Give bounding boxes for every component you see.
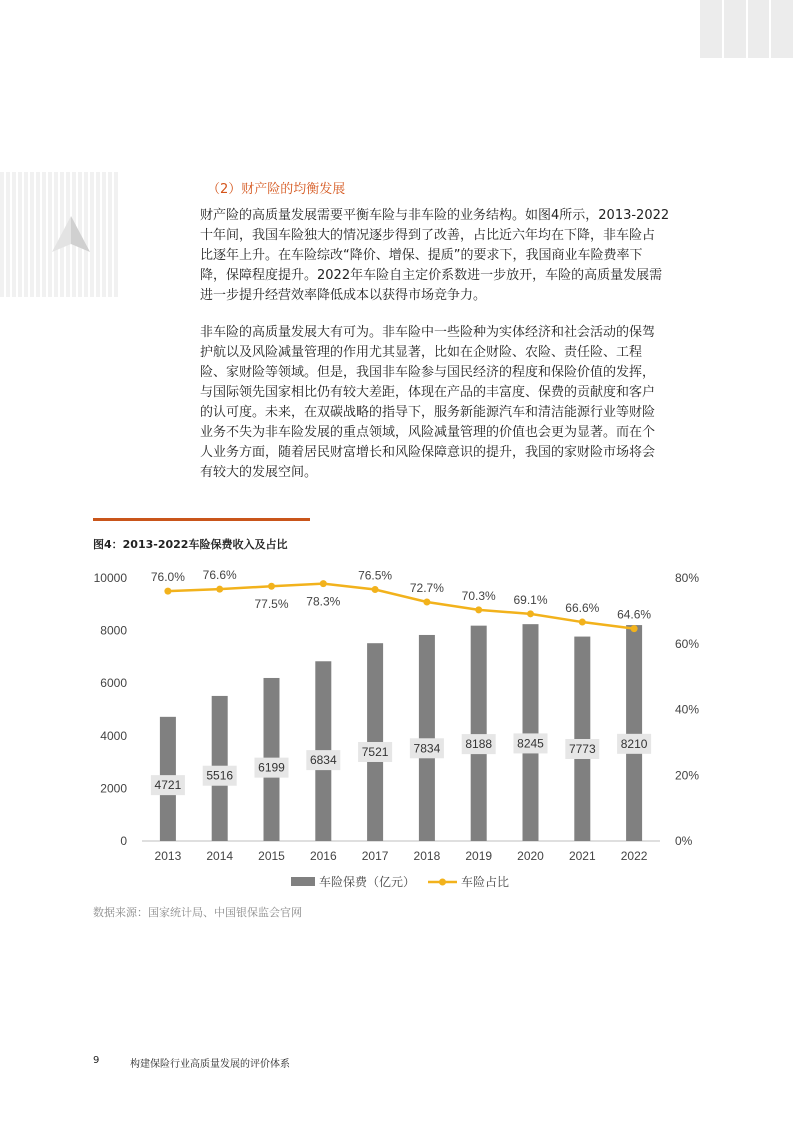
y-right-tick-label: 0% bbox=[675, 834, 693, 848]
text-line: 比逐年上升。在车险综改“降价、增保、提质”的要求下，我国商业车险费率下 bbox=[200, 248, 643, 263]
x-tick-label: 2013 bbox=[154, 849, 182, 863]
paragraph-non-auto-insurance bbox=[200, 323, 700, 483]
x-tick-label: 2020 bbox=[517, 849, 544, 863]
x-tick-label: 2017 bbox=[361, 849, 389, 863]
bar-value-label: 6199 bbox=[258, 760, 285, 775]
y-right-tick-label: 80% bbox=[675, 571, 700, 585]
text-line: 的认可度。未来，在双碳战略的指导下，服务新能源汽车和清洁能源行业等财险 bbox=[200, 405, 656, 420]
page-number: 9 bbox=[93, 1055, 100, 1066]
x-tick-label: 2014 bbox=[206, 849, 234, 863]
x-tick-label: 2016 bbox=[309, 849, 337, 863]
line-point bbox=[320, 580, 327, 587]
legend-line-marker bbox=[439, 879, 446, 886]
line-point bbox=[527, 610, 534, 617]
text-line: 险、家财险等领域。但是，我国非车险参与国民经济的程度和保险价值的发挥， bbox=[200, 365, 656, 380]
legend-bar-swatch bbox=[291, 877, 315, 886]
line-value-label: 69.1% bbox=[513, 592, 548, 607]
y-left-tick-label: 6000 bbox=[100, 676, 127, 691]
y-right-tick-label: 20% bbox=[675, 768, 700, 783]
y-left-tick-label: 8000 bbox=[100, 623, 127, 638]
text-line: 与国际领先国家相比仍有较大差距，体现在产品的丰富度、保费的贡献度和客户 bbox=[200, 385, 656, 400]
bar-mark bbox=[626, 625, 642, 841]
line-point bbox=[268, 583, 275, 590]
line-point bbox=[631, 625, 638, 632]
line-point bbox=[372, 586, 379, 593]
x-tick-label: 2015 bbox=[258, 849, 285, 863]
line-value-label: 78.3% bbox=[306, 594, 341, 609]
line-value-label: 76.0% bbox=[150, 570, 185, 585]
bar-value-label: 6834 bbox=[309, 753, 337, 768]
line-value-label: 72.7% bbox=[409, 580, 444, 595]
bar-mark bbox=[574, 637, 590, 841]
corner-decoration bbox=[700, 0, 793, 58]
figure-title: 图4：2013-2022车险保费收入及占比 bbox=[93, 538, 288, 551]
x-tick-label: 2019 bbox=[465, 849, 493, 863]
text-line: 非车险的高质量发展大有可为。非车险中一些险种为实体经济和社会活动的保驾 bbox=[200, 325, 656, 340]
text-line: 人业务方面，随着居民财富增长和风险保障意识的提升，我国的家财险市场将会 bbox=[200, 445, 656, 460]
bar-value-label: 8188 bbox=[465, 737, 493, 752]
text-line: 十年间，我国车险独大的情况逐步得到了改善，占比近六年均在下降，非车险占 bbox=[200, 228, 656, 243]
text-line: 进一步提升经营效率降低成本以获得市场竞争力。 bbox=[200, 288, 487, 303]
text-line: 有较大的发展空间。 bbox=[200, 465, 318, 480]
legend-bar-label: 车险保费（亿元） bbox=[319, 875, 416, 889]
line-value-label: 76.5% bbox=[358, 568, 393, 583]
line-point bbox=[164, 588, 171, 595]
y-left-tick-label: 2000 bbox=[100, 781, 127, 796]
figure-divider bbox=[93, 518, 310, 521]
y-right-tick-label: 60% bbox=[675, 636, 700, 651]
bar-value-label: 8210 bbox=[620, 736, 648, 751]
line-value-label: 76.6% bbox=[202, 568, 237, 583]
line-value-label: 77.5% bbox=[254, 597, 289, 612]
bar-value-label: 4721 bbox=[154, 778, 182, 793]
line-value-label: 64.6% bbox=[617, 607, 652, 622]
x-tick-label: 2022 bbox=[620, 849, 648, 863]
legend-line-label: 车险占比 bbox=[461, 875, 510, 889]
y-right-tick-label: 40% bbox=[675, 702, 700, 717]
line-point bbox=[423, 598, 430, 605]
data-source-note: 数据来源：国家统计局、中国银保监会官网 bbox=[93, 906, 302, 919]
bar-value-label: 7834 bbox=[413, 741, 441, 756]
bar-mark bbox=[419, 635, 435, 841]
arrow-icon bbox=[52, 216, 90, 252]
text-line: 业务不失为非车险发展的重点领域，风险减量管理的价值也会更为显著。而在个 bbox=[200, 425, 656, 440]
text-line: 护航以及风险减量管理的作用尤其显著，比如在企财险、农险、责任险、工程 bbox=[200, 345, 643, 360]
x-tick-label: 2018 bbox=[413, 849, 441, 863]
y-left-tick-label: 10000 bbox=[93, 571, 127, 585]
line-value-label: 66.6% bbox=[565, 601, 600, 616]
bar-value-label: 7773 bbox=[568, 742, 596, 757]
text-line: 财产险的高质量发展需要平衡车险与非车险的业务结构。如图4所示，2013-2022 bbox=[200, 208, 670, 223]
section-heading: （2）财产险的均衡发展 bbox=[207, 182, 346, 197]
bar-value-label: 5516 bbox=[206, 768, 234, 783]
line-point bbox=[475, 606, 482, 613]
paragraph-auto-insurance bbox=[200, 206, 700, 306]
line-point bbox=[216, 586, 223, 593]
bar-mark bbox=[523, 624, 539, 841]
bar-value-label: 8245 bbox=[517, 736, 544, 751]
y-left-tick-label: 4000 bbox=[100, 728, 127, 743]
line-value-label: 70.3% bbox=[461, 588, 496, 603]
combo-chart bbox=[85, 560, 705, 900]
x-tick-label: 2021 bbox=[568, 849, 596, 863]
line-point bbox=[579, 619, 586, 626]
bar-mark bbox=[471, 626, 487, 841]
text-line: 降，保障程度提升。2022年车险自主定价系数进一步放开，车险的高质量发展需 bbox=[200, 268, 663, 283]
line-series-ratio bbox=[168, 584, 634, 629]
bar-value-label: 7521 bbox=[361, 744, 389, 759]
y-left-tick-label: 0 bbox=[120, 834, 127, 848]
footer-doc-title: 构建保险行业高质量发展的评价体系 bbox=[130, 1059, 290, 1070]
